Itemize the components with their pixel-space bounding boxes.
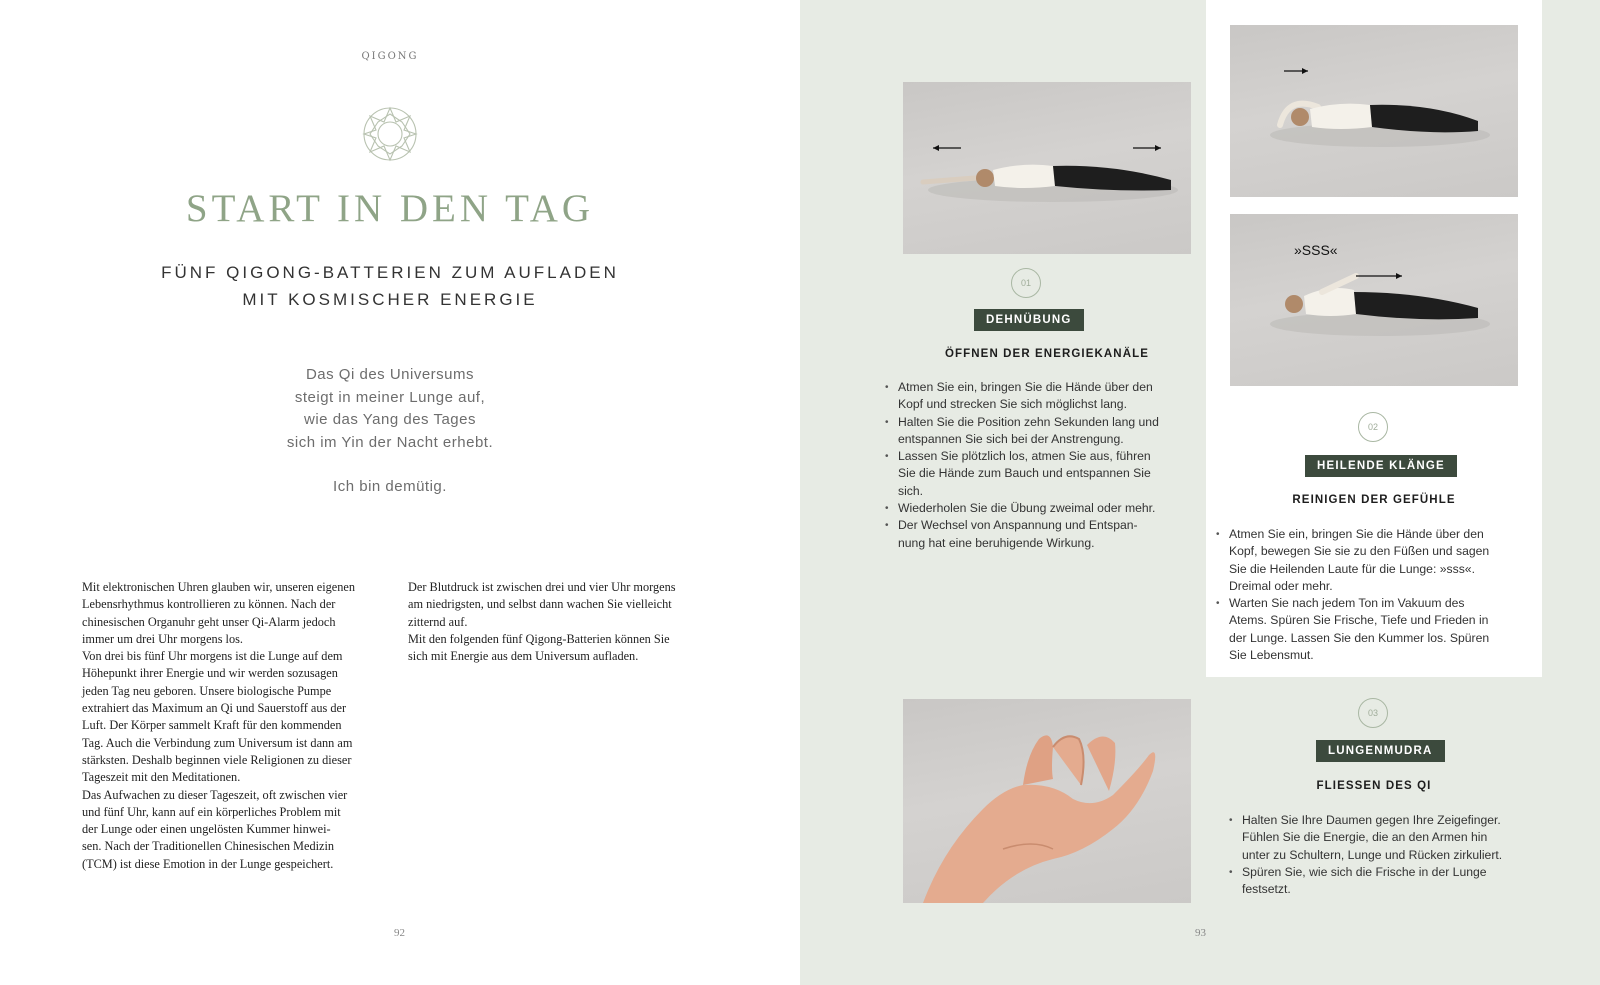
subtitle-line: MIT KOSMISCHER ENERGIE [242, 290, 538, 309]
list-item-line: entspannen Sie sich bei der Anstrengung. [898, 431, 1124, 446]
subtitle-line: FÜNF QIGONG-BATTERIEN ZUM AUFLADEN [161, 263, 619, 282]
step-tag: HEILENDE KLÄNGE [1305, 455, 1457, 477]
body-line: Der Blutdruck ist zwischen drei und vier Uhr morgens [408, 580, 676, 594]
page-number-right: 93 [1195, 927, 1206, 939]
subtitle [0, 259, 780, 313]
body-line: sich mit Energie aus dem Universum aufladen. [408, 649, 639, 664]
list-item-line: • Der Wechsel von Anspannung und Entspan- [898, 518, 1138, 533]
mandala-ornament-icon [362, 106, 418, 162]
poem-line: steigt in meiner Lunge auf, [294, 388, 486, 406]
exercise-photo-stretch [903, 82, 1191, 254]
body-line: Das Aufwachen zu dieser Tageszeit, oft zwischen vier [82, 787, 348, 802]
list-item-line: Sie die Hände zum Bauch und entspannen Sie [898, 466, 1151, 481]
list-item [1216, 595, 1532, 664]
list-item [1229, 812, 1529, 864]
body-line: (TCM) ist diese Emotion in der Lunge gespeichert. [82, 856, 334, 871]
step-bullet-list [1229, 812, 1529, 898]
list-item-line: Atems. Spüren Sie Frische, Tiefe und Frieden in [1229, 613, 1489, 628]
body-line: immer um drei Uhr morgens los. [82, 631, 243, 646]
list-item-line: Kopf, bewegen Sie sie zu den Füßen und sagen [1229, 544, 1490, 559]
body-line: Von drei bis fünf Uhr morgens ist die Lunge auf dem [82, 649, 343, 664]
list-item-line: Fühlen Sie die Energie, die an den Armen hin [1242, 830, 1488, 845]
photo-sound-label: »SSS« [1294, 242, 1338, 258]
list-item-line: unter zu Schultern, Lunge und Rücken zirkuliert. [1242, 847, 1503, 862]
body-column-1 [82, 579, 372, 873]
list-item [885, 379, 1195, 414]
step-number-badge: 02 [1358, 412, 1388, 442]
list-item-line: • Wiederholen Sie die Übung zweimal oder mehr. [898, 501, 1156, 516]
body-line: Mit den folgenden fünf Qigong-Batterien können Sie [408, 631, 670, 646]
body-column-2 [408, 579, 698, 665]
list-item-line: festsetzt. [1242, 882, 1291, 897]
body-line: stärksten. Deshalb beginnen viele Religionen zu dieser [82, 752, 352, 767]
body-line: und fünf Uhr, kann auf ein körperliches Problem mit [82, 804, 341, 819]
poem-line: sich im Yin der Nacht erhebt. [286, 433, 494, 451]
body-line: Luft. Der Körper sammelt Kraft für den kommenden [82, 718, 342, 733]
step-number-badge: 03 [1358, 698, 1388, 728]
list-item-line: • Warten Sie nach jedem Ton im Vakuum des [1229, 596, 1465, 611]
step-heading: FLIESSEN DES QI [1316, 780, 1432, 792]
list-item-line: Sie die Heilenden Laute für die Lunge: »sss«. [1229, 561, 1475, 576]
body-line: zitternd auf. [408, 614, 468, 629]
list-item [885, 448, 1195, 500]
list-item-line: Sie Lebensmut. [1229, 648, 1314, 663]
body-line: Tag. Auch die Verbindung zum Universum ist dann am [82, 735, 353, 750]
running-head: QIGONG [361, 51, 419, 62]
poem-closing: Ich bin demütig. [333, 478, 447, 495]
exercise-photo-arms-overhead [1230, 25, 1518, 197]
list-item-line: Kopf und strecken Sie sich möglichst lang. [898, 397, 1127, 412]
list-item [885, 414, 1195, 449]
step-bullet-list [1216, 526, 1532, 664]
list-item-line: • Halten Sie Ihre Daumen gegen Ihre Zeigefinger. [1242, 813, 1501, 827]
list-item-line: • Atmen Sie ein, bringen Sie die Hände über den [898, 380, 1153, 394]
step-heading: REINIGEN DER GEFÜHLE [1292, 494, 1456, 506]
step-tag: LUNGENMUDRA [1316, 740, 1445, 762]
step-tag: DEHNÜBUNG [974, 309, 1084, 331]
list-item-line: der Lunge. Lassen Sie den Kummer los. Spüren [1229, 630, 1490, 645]
body-line: Tageszeit mit den Meditationen. [82, 770, 241, 785]
step-number-badge: 01 [1011, 268, 1041, 298]
exercise-photo-healing-sound [1230, 214, 1518, 386]
page-title: START IN DEN TAG [185, 187, 595, 230]
body-line: jeden Tag neu geboren. Unsere biologische Pumpe [82, 683, 332, 698]
list-item-line: • Halten Sie die Position zehn Sekunden lang und [898, 414, 1159, 429]
poem-line: wie das Yang des Tages [304, 411, 476, 428]
body-line: Lebensrhythmus kontrollieren zu können. Nach der [82, 597, 336, 612]
list-item-line: nung hat eine beruhigende Wirkung. [898, 535, 1095, 550]
body-line: der Lunge oder einen ungelösten Kummer hinwei- [82, 822, 331, 837]
body-line: Mit elektronischen Uhren glauben wir, unseren eigenen [82, 580, 356, 594]
body-line: am niedrigsten, und selbst dann wachen Sie vielleicht [408, 597, 672, 612]
list-item-line: • Atmen Sie ein, bringen Sie die Hände über den [1229, 527, 1484, 541]
step-heading: ÖFFNEN DER ENERGIEKANÄLE [944, 348, 1150, 360]
list-item-line: Dreimal oder mehr. [1229, 578, 1333, 593]
body-line: extrahiert das Maximum an Qi und Sauerstoff aus der [82, 701, 347, 716]
right-page [800, 0, 1600, 985]
list-item [1216, 526, 1532, 595]
poem [0, 364, 780, 499]
body-line: sen. Nach der Traditionellen Chinesischen Medizin [82, 839, 335, 854]
body-line: Höhepunkt ihrer Energie und wir werden sozusagen [82, 666, 338, 681]
step-bullet-list [885, 379, 1195, 552]
body-line: chinesischen Organuhr geht unser Qi-Alarm jedoch [82, 614, 336, 629]
list-item [1229, 864, 1529, 899]
poem-line: Das Qi des Universums [305, 366, 475, 383]
list-item [885, 517, 1195, 552]
page-number-left: 92 [394, 927, 405, 939]
list-item-line: sich. [898, 483, 924, 498]
list-item [885, 500, 1195, 517]
exercise-photo-lung-mudra [903, 699, 1191, 903]
list-item-line: • Spüren Sie, wie sich die Frische in der Lunge [1242, 864, 1487, 879]
list-item-line: • Lassen Sie plötzlich los, atmen Sie aus, führen [898, 449, 1151, 464]
